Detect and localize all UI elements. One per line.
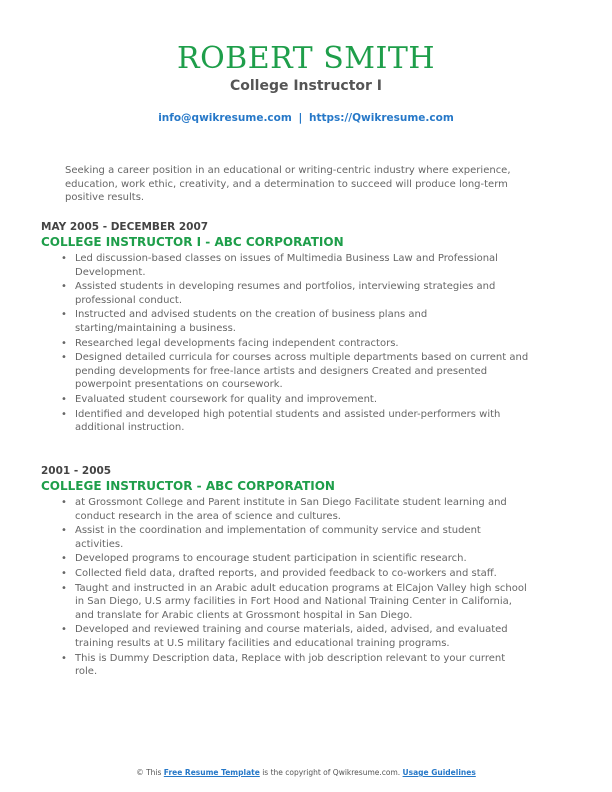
experience-section-2 (41, 465, 541, 680)
footer (0, 768, 612, 778)
list-item: • Identified and developed high potential students and assisted under-performers with additional instruction. (41, 408, 530, 435)
job-bullets (41, 496, 541, 679)
job-dates: 2001 - 2005 (41, 465, 112, 477)
list-item: • This is Dummy Description data, Replace with job description relevant to your current role. (41, 652, 530, 679)
usage-guidelines-link[interactable]: Usage Guidelines (402, 768, 476, 777)
contact-separator: | (298, 112, 303, 124)
free-template-link[interactable]: Free Resume Template (163, 768, 260, 777)
footer-prefix: © This (136, 768, 162, 777)
list-item: • Led discussion-based classes on issues of Multimedia Business Law and Professional Development. (41, 252, 530, 279)
email-link[interactable]: info@qwikresume.com (158, 112, 292, 124)
list-item: • Researched legal developments facing independent contractors. (41, 337, 530, 351)
experience-section-1 (41, 221, 541, 436)
list-item: • Evaluated student coursework for quality and improvement. (41, 393, 530, 407)
list-item: • at Grossmont College and Parent institute in San Diego Facilitate student learning and conduct research in the area of science and cultures. (41, 496, 530, 523)
list-item: • Designed detailed curricula for courses across multiple departments based on current and pending developments for free-lance artists and designers Created and presented powerpoint presentations on coursework. (41, 351, 530, 392)
list-item: • Assisted students in developing resumes and portfolios, interviewing strategies and professional conduct. (41, 280, 530, 307)
contact-line (0, 111, 612, 125)
job-bullets (41, 252, 541, 435)
job-dates: MAY 2005 - DECEMBER 2007 (41, 221, 209, 233)
list-item: • Collected field data, drafted reports, and provided feedback to co-workers and staff. (41, 567, 530, 581)
list-item: • Taught and instructed in an Arabic adult education programs at ElCajon Valley high school in San Diego, U.S army facilities in Fort Hood and National Training Center in California, and translate for Arabic clients at Grossmont hospital in San Diego. (41, 582, 530, 623)
job-title: COLLEGE INSTRUCTOR - ABC CORPORATION (41, 479, 335, 493)
candidate-role: College Instructor I (229, 78, 383, 94)
list-item: • Instructed and advised students on the creation of business plans and starting/maintaining a business. (41, 308, 530, 335)
job-title: COLLEGE INSTRUCTOR I - ABC CORPORATION (41, 235, 344, 249)
list-item: • Developed programs to encourage student participation in scientific research. (41, 552, 530, 566)
summary-paragraph: Seeking a career position in an educational or writing-centric industry where experience, education, work ethic, creativity, and a determination to succeed will produce long-term positive results. (65, 165, 511, 203)
list-item: • Developed and reviewed training and course materials, aided, advised, and evaluated training results at U.S military facilities and educational training programs. (41, 623, 530, 650)
website-link[interactable]: https://Qwikresume.com (308, 112, 454, 124)
candidate-name: ROBERT SMITH (176, 41, 436, 76)
list-item: • Assist in the coordination and implementation of community service and student activities. (41, 524, 530, 551)
footer-copyright: is the copyright of Qwikresume.com. (262, 768, 401, 777)
